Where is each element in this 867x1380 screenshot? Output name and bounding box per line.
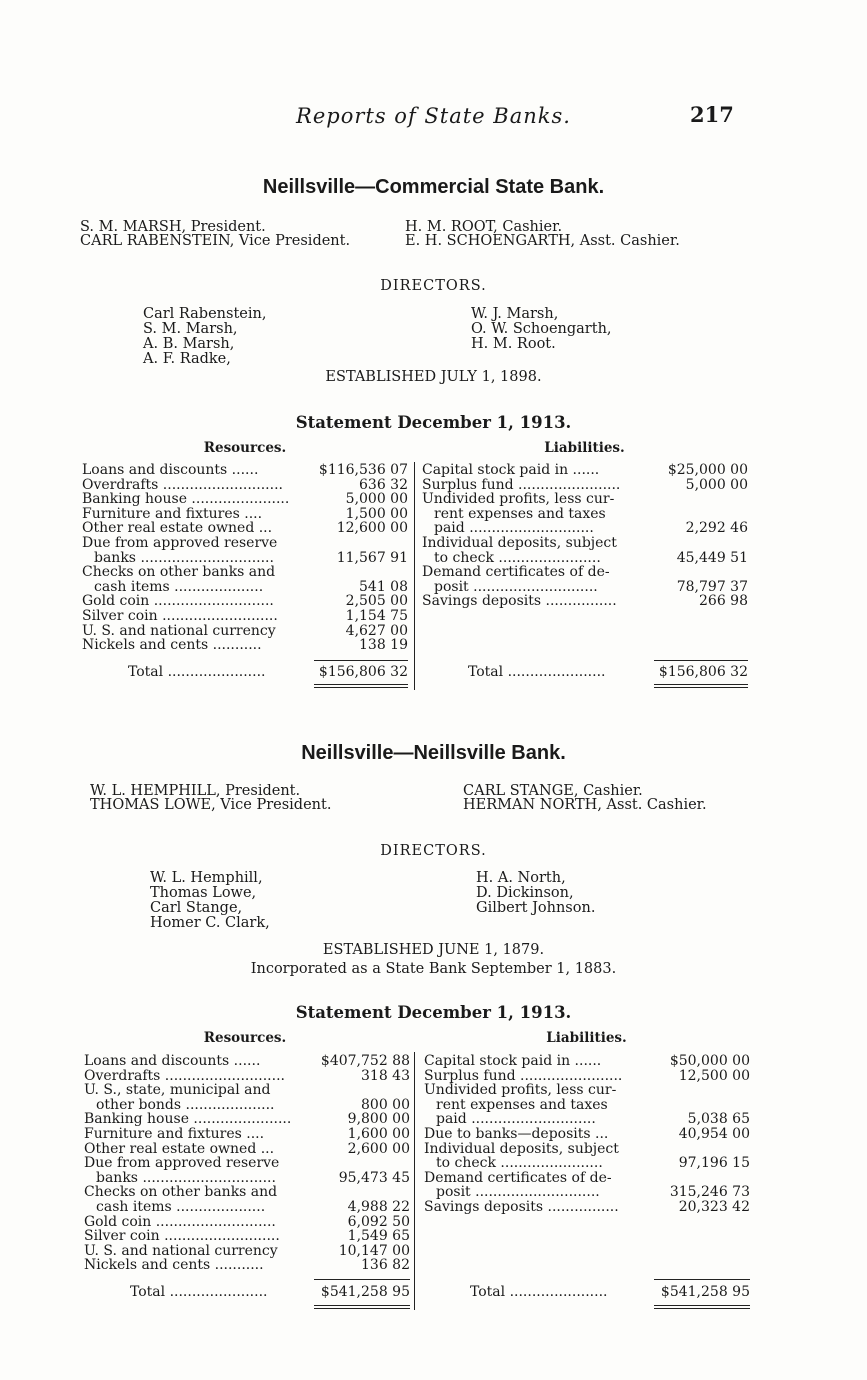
total-double-rule <box>314 1305 410 1309</box>
row-label: Banking house ...................... <box>84 1112 292 1127</box>
liabilities-heading: Liabilities. <box>544 440 625 456</box>
row-label: banks .............................. <box>96 1170 276 1186</box>
row-label: U. S. and national currency <box>84 1243 278 1259</box>
row-amount: 541 08 <box>359 578 408 595</box>
table-row <box>84 1258 410 1273</box>
directors-heading: DIRECTORS. <box>380 278 487 294</box>
row-label: U. S., state, municipal and <box>84 1083 271 1098</box>
table-row <box>82 507 408 522</box>
row-amount: 10,147 00 <box>338 1242 410 1259</box>
officer-president: S. M. MARSH, President. <box>80 219 266 235</box>
row-amount: 9,800 00 <box>347 1111 410 1128</box>
column-divider <box>414 462 415 690</box>
total-double-rule <box>654 1305 750 1309</box>
total-double-rule <box>314 684 408 688</box>
liabilities-total-row <box>424 1285 750 1300</box>
row-label: Nickels and cents ........... <box>84 1258 264 1273</box>
row-label: Undivided profits, less cur- <box>422 492 615 507</box>
bank-title: Neillsville—Commercial State Bank. <box>262 176 605 198</box>
table-row <box>84 1083 410 1098</box>
total-amount: $156,806 32 <box>658 664 748 680</box>
total-amount: $156,806 32 <box>318 664 408 680</box>
resources-heading: Resources. <box>203 440 287 456</box>
resources-table <box>82 463 408 653</box>
liabilities-table <box>424 1054 750 1215</box>
table-row <box>84 1171 410 1186</box>
total-label: Total ...................... <box>468 665 606 680</box>
row-label: Demand certificates of de- <box>422 565 610 580</box>
row-amount: 11,567 91 <box>336 549 408 566</box>
director: A. F. Radke, <box>143 351 231 367</box>
total-label: Total ...................... <box>130 1285 268 1300</box>
row-label: Silver coin .......................... <box>84 1229 280 1244</box>
table-row <box>84 1244 410 1259</box>
officer-vice-president: CARL RABENSTEIN, Vice President. <box>80 233 351 249</box>
officer-cashier: CARL STANGE, Cashier. <box>463 783 643 799</box>
row-label: Other real estate owned ... <box>82 521 273 536</box>
table-row <box>424 1069 750 1084</box>
established-date: ESTABLISHED JUNE 1, 1879. <box>322 942 545 958</box>
row-label: Banking house ...................... <box>82 492 290 507</box>
row-label: rent expenses and taxes <box>434 506 606 522</box>
row-label: cash items .................... <box>96 1199 266 1215</box>
row-amount: $25,000 00 <box>667 462 748 478</box>
table-row <box>422 536 748 551</box>
row-amount: $50,000 00 <box>669 1053 750 1069</box>
row-amount: 1,549 65 <box>347 1228 410 1245</box>
directors-right <box>471 307 612 352</box>
row-label: paid ............................ <box>436 1112 596 1127</box>
officer-president: W. L. HEMPHILL, President. <box>90 783 301 799</box>
row-label: Capital stock paid in ...... <box>424 1054 602 1069</box>
row-label: rent expenses and taxes <box>436 1097 608 1113</box>
total-double-rule <box>654 684 748 688</box>
table-row <box>424 1185 750 1200</box>
row-amount: 78,797 37 <box>676 578 748 595</box>
row-label: U. S. and national currency <box>82 623 276 639</box>
table-row <box>424 1054 750 1069</box>
table-row <box>422 565 748 580</box>
row-label: to check ....................... <box>434 550 601 566</box>
table-row <box>84 1185 410 1200</box>
officer-vice-president: THOMAS LOWE, Vice President. <box>90 797 332 813</box>
table-row <box>82 638 408 653</box>
row-label: other bonds .................... <box>96 1097 275 1113</box>
table-row <box>424 1098 750 1113</box>
row-amount: 315,246 73 <box>669 1184 750 1201</box>
director: H. M. Root. <box>471 336 556 352</box>
director: Thomas Lowe, <box>150 885 257 901</box>
table-row <box>424 1112 750 1127</box>
row-label: Overdrafts ........................... <box>82 477 283 493</box>
table-row <box>82 624 408 639</box>
table-row <box>82 551 408 566</box>
page-header: Reports of State Banks. <box>296 104 571 128</box>
row-amount: 5,000 00 <box>685 476 748 493</box>
row-amount: 2,600 00 <box>347 1140 410 1157</box>
row-label: posit ............................ <box>436 1185 600 1200</box>
directors-heading: DIRECTORS. <box>380 843 487 859</box>
resources-total-row <box>84 1285 410 1300</box>
resources-heading: Resources. <box>203 1030 287 1046</box>
directors-left <box>150 871 270 931</box>
total-amount: $541,258 95 <box>660 1284 750 1300</box>
row-amount: 97,196 15 <box>678 1155 750 1172</box>
table-row <box>82 580 408 595</box>
liabilities-total-row <box>422 665 748 680</box>
row-amount: 5,038 65 <box>687 1111 750 1128</box>
row-label: Nickels and cents ........... <box>82 638 262 653</box>
row-label: paid ............................ <box>434 521 594 536</box>
officer-asst-cashier: HERMAN NORTH, Asst. Cashier. <box>463 797 707 813</box>
table-row <box>84 1215 410 1230</box>
table-row <box>422 507 748 522</box>
row-amount: 4,627 00 <box>345 622 408 639</box>
row-label: posit ............................ <box>434 579 598 595</box>
row-label: Individual deposits, subject <box>424 1141 619 1157</box>
row-label: Due to banks—deposits ... <box>424 1126 609 1142</box>
row-amount: 5,000 00 <box>345 491 408 508</box>
table-row <box>422 580 748 595</box>
table-row <box>422 521 748 536</box>
director: Homer C. Clark, <box>150 915 270 931</box>
director: S. M. Marsh, <box>143 321 238 337</box>
table-row <box>82 492 408 507</box>
table-row <box>82 609 408 624</box>
row-label: Silver coin .......................... <box>82 608 278 624</box>
table-row <box>422 594 748 609</box>
table-row <box>84 1054 410 1069</box>
directors-right <box>476 871 595 916</box>
row-amount: 1,500 00 <box>345 505 408 522</box>
table-row <box>84 1069 410 1084</box>
table-row <box>424 1171 750 1186</box>
bank-title: Neillsville—Neillsville Bank. <box>301 742 566 764</box>
table-row <box>82 536 408 551</box>
row-label: Savings deposits ................ <box>422 594 617 609</box>
statement-heading: Statement December 1, 1913. <box>295 1003 572 1022</box>
liabilities-heading: Liabilities. <box>546 1030 627 1046</box>
table-row <box>82 478 408 493</box>
table-row <box>84 1229 410 1244</box>
row-amount: 266 98 <box>699 593 748 610</box>
row-amount: 2,505 00 <box>345 593 408 610</box>
row-amount: 138 19 <box>359 637 408 654</box>
row-label: Due from approved reserve <box>84 1156 280 1171</box>
row-label: Due from approved reserve <box>82 535 278 551</box>
row-amount: 20,323 42 <box>678 1198 750 1215</box>
row-amount: 12,500 00 <box>678 1067 750 1084</box>
row-amount: 4,988 22 <box>347 1198 410 1215</box>
table-row <box>82 565 408 580</box>
officer-asst-cashier: E. H. SCHOENGARTH, Asst. Cashier. <box>405 233 680 249</box>
incorporation-note: Incorporated as a State Bank September 1, 1883. <box>250 961 617 977</box>
row-label: Furniture and fixtures .... <box>82 506 263 522</box>
row-label: Undivided profits, less cur- <box>424 1083 617 1098</box>
total-amount: $541,258 95 <box>320 1284 410 1300</box>
row-amount: 800 00 <box>361 1096 410 1113</box>
table-row <box>82 594 408 609</box>
row-amount: $407,752 88 <box>320 1053 410 1069</box>
resources-total-row <box>82 665 408 680</box>
table-row <box>84 1142 410 1157</box>
total-label: Total ...................... <box>470 1285 608 1300</box>
director: A. B. Marsh, <box>143 336 235 352</box>
subtotal-rule <box>654 660 748 661</box>
table-row <box>84 1098 410 1113</box>
row-label: Loans and discounts ...... <box>84 1054 261 1069</box>
row-amount: 1,600 00 <box>347 1125 410 1142</box>
table-row <box>84 1112 410 1127</box>
row-label: cash items .................... <box>94 579 264 595</box>
row-amount: $116,536 07 <box>318 462 408 478</box>
table-row <box>84 1127 410 1142</box>
row-amount: 6,092 50 <box>347 1213 410 1230</box>
table-row <box>82 463 408 478</box>
row-label: Gold coin ........................... <box>84 1214 276 1230</box>
row-label: Individual deposits, subject <box>422 535 617 551</box>
director: W. L. Hemphill, <box>150 870 263 886</box>
table-row <box>422 478 748 493</box>
director: W. J. Marsh, <box>471 306 559 322</box>
director: H. A. North, <box>476 870 566 886</box>
page-number: 217 <box>690 102 734 127</box>
row-amount: 1,154 75 <box>345 607 408 624</box>
row-label: Surplus fund ....................... <box>424 1068 623 1084</box>
director: Carl Rabenstein, <box>143 306 267 322</box>
table-row <box>424 1142 750 1157</box>
row-label: to check ....................... <box>436 1156 603 1171</box>
table-row <box>422 492 748 507</box>
row-label: Checks on other banks and <box>82 565 276 580</box>
total-label: Total ...................... <box>128 665 266 680</box>
row-label: Furniture and fixtures .... <box>84 1126 265 1142</box>
row-amount: 136 82 <box>361 1257 410 1274</box>
established-date: ESTABLISHED JULY 1, 1898. <box>325 369 542 385</box>
table-row <box>422 463 748 478</box>
subtotal-rule <box>654 1279 750 1280</box>
table-row <box>424 1083 750 1098</box>
row-amount: 40,954 00 <box>678 1125 750 1142</box>
column-divider <box>414 1052 415 1310</box>
director: D. Dickinson, <box>476 885 574 901</box>
table-row <box>84 1156 410 1171</box>
row-amount: 95,473 45 <box>338 1169 410 1186</box>
resources-table <box>84 1054 410 1273</box>
table-row <box>424 1127 750 1142</box>
table-row <box>424 1200 750 1215</box>
officer-cashier: H. M. ROOT, Cashier. <box>405 219 563 235</box>
directors-left <box>143 307 266 367</box>
row-label: Other real estate owned ... <box>84 1141 275 1157</box>
director: Gilbert Johnson. <box>476 900 596 916</box>
table-row <box>82 521 408 536</box>
row-label: banks .............................. <box>94 550 274 566</box>
row-amount: 12,600 00 <box>336 520 408 537</box>
row-amount: 318 43 <box>361 1067 410 1084</box>
table-row <box>422 551 748 566</box>
row-label: Capital stock paid in ...... <box>422 463 600 478</box>
statement-heading: Statement December 1, 1913. <box>295 413 572 432</box>
row-amount: 2,292 46 <box>685 520 748 537</box>
row-label: Surplus fund ....................... <box>422 477 621 493</box>
row-label: Demand certificates of de- <box>424 1170 612 1186</box>
director: Carl Stange, <box>150 900 243 916</box>
row-label: Checks on other banks and <box>84 1185 278 1200</box>
table-row <box>84 1200 410 1215</box>
subtotal-rule <box>314 1279 410 1280</box>
row-label: Overdrafts ........................... <box>84 1068 285 1084</box>
row-label: Loans and discounts ...... <box>82 463 259 478</box>
table-row <box>424 1156 750 1171</box>
row-label: Savings deposits ................ <box>424 1199 619 1215</box>
subtotal-rule <box>314 660 408 661</box>
row-amount: 636 32 <box>359 476 408 493</box>
liabilities-table <box>422 463 748 609</box>
director: O. W. Schoengarth, <box>471 321 612 337</box>
row-label: Gold coin ........................... <box>82 594 274 609</box>
row-amount: 45,449 51 <box>676 549 748 566</box>
